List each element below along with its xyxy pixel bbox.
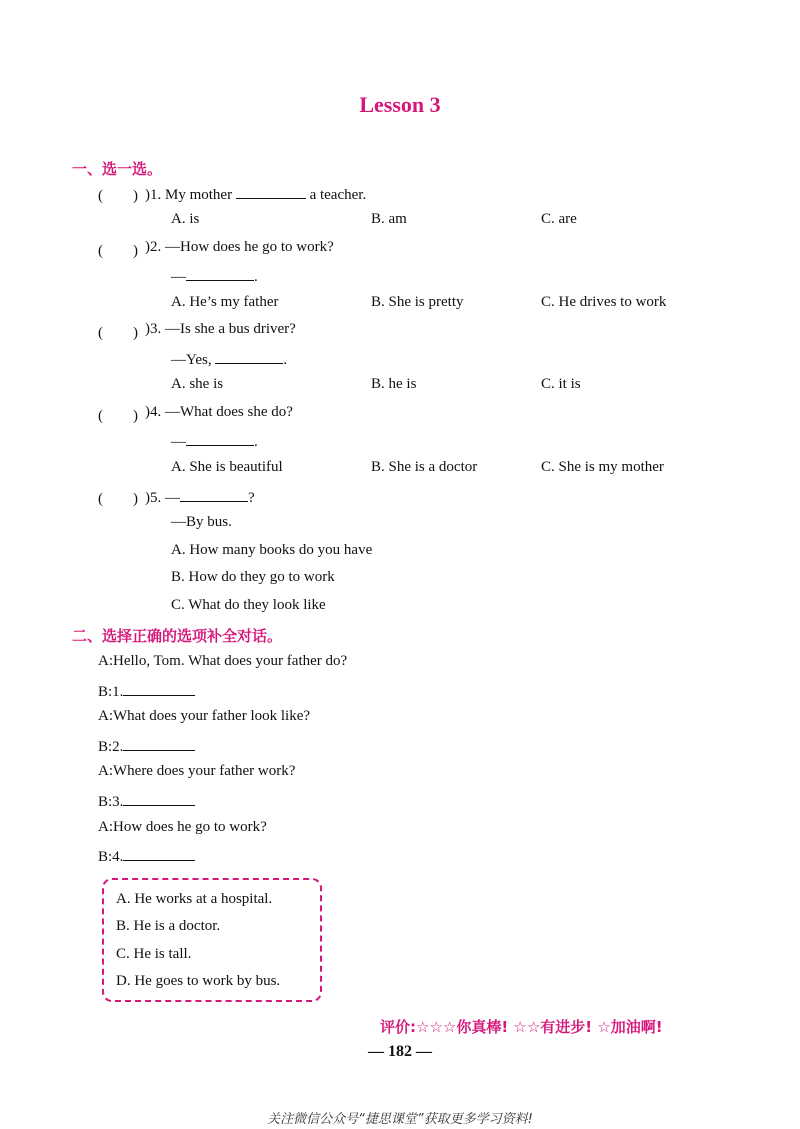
- q2-blank[interactable]: [186, 266, 254, 281]
- q5-option-a: A. How many books do you have: [171, 542, 373, 558]
- q3-response-pre: —Yes,: [171, 352, 212, 368]
- q4-text: —What does she do?: [165, 404, 293, 420]
- q2-response-post: .: [254, 269, 258, 285]
- q4-response-post: .: [254, 434, 258, 450]
- q4-stem: [145, 404, 293, 421]
- q1-option-a: A. is: [171, 211, 200, 227]
- dialogue-line-3: A:What does your father look like?: [98, 708, 311, 724]
- option-c: C. He is tall.: [116, 946, 192, 962]
- q4-option-b: B. She is a doctor: [371, 459, 478, 475]
- q4-response-pre: —: [171, 434, 186, 450]
- q1-stem: [145, 184, 366, 204]
- q1-blank[interactable]: [236, 184, 306, 199]
- q5-response: —By bus.: [171, 514, 232, 530]
- q2-text: —How does he go to work?: [165, 239, 334, 255]
- q4-response: [171, 431, 258, 451]
- q1-option-c: C. are: [541, 211, 577, 227]
- page-title: Lesson 3: [359, 92, 441, 117]
- dialogue-line-1: A:Hello, Tom. What does your father do?: [98, 653, 348, 669]
- section-1-heading: 一、选一选。: [72, 160, 163, 178]
- dialogue-answer-label-4: B:4.: [98, 849, 124, 865]
- q1-text-pre: My mother: [165, 187, 233, 203]
- q2-option-c: C. He drives to work: [541, 294, 667, 310]
- dialogue-line-8: [98, 846, 195, 866]
- dialogue-line-5: A:Where does your father work?: [98, 763, 296, 779]
- dialogue-blank-4[interactable]: [123, 846, 195, 861]
- option-a: A. He works at a hospital.: [116, 891, 273, 907]
- dialogue-line-4: [98, 736, 195, 756]
- option-d: D. He goes to work by bus.: [116, 973, 281, 989]
- q4-answer-paren[interactable]: ( ): [98, 408, 138, 424]
- q1-text-post: a teacher.: [309, 187, 367, 203]
- q3-option-c: C. it is: [541, 376, 581, 392]
- q5-blank[interactable]: [180, 487, 248, 502]
- q3-option-b: B. he is: [371, 376, 417, 392]
- q4-option-a: A. She is beautiful: [171, 459, 283, 475]
- q3-text: —Is she a bus driver?: [165, 321, 296, 337]
- dialogue-answer-label-1: B:1.: [98, 684, 124, 700]
- q3-stem: [145, 321, 296, 338]
- q5-number: )5.: [145, 490, 162, 506]
- q4-option-c: C. She is my mother: [541, 459, 664, 475]
- q2-stem: [145, 239, 334, 256]
- dialogue-blank-3[interactable]: [123, 791, 195, 806]
- self-rating: 评价:☆☆☆你真棒! ☆☆有进步! ☆加油啊!: [380, 1018, 663, 1036]
- q5-text-pre: —: [165, 490, 180, 506]
- q1-option-b: B. am: [371, 211, 407, 227]
- dialogue-line-6: [98, 791, 195, 811]
- q2-option-b: B. She is pretty: [371, 294, 464, 310]
- q2-response: [171, 266, 258, 286]
- q2-option-a: A. He’s my father: [171, 294, 279, 310]
- q4-number: )4.: [145, 404, 162, 420]
- dialogue-answer-label-3: B:3.: [98, 794, 124, 810]
- q5-stem: [145, 487, 255, 507]
- q4-blank[interactable]: [186, 431, 254, 446]
- q3-number: )3.: [145, 321, 162, 337]
- q2-answer-paren[interactable]: ( ): [98, 243, 138, 259]
- q3-answer-paren[interactable]: ( ): [98, 325, 138, 341]
- page-number: — 182 —: [368, 1043, 432, 1060]
- options-box: [102, 878, 322, 1002]
- q5-option-c: C. What do they look like: [171, 597, 326, 613]
- q2-response-pre: —: [171, 269, 186, 285]
- q5-text-post: ?: [248, 490, 255, 506]
- section-2-heading: 二、选择正确的选项补全对话。: [72, 627, 283, 645]
- dialogue-line-2: [98, 681, 195, 701]
- q3-blank[interactable]: [215, 349, 283, 364]
- q1-answer-paren[interactable]: ( ): [98, 188, 138, 204]
- footer-note: 关注微信公众号“捷思课堂”获取更多学习资料!: [267, 1112, 533, 1127]
- q1-number: )1.: [145, 187, 162, 203]
- dialogue-line-7: A:How does he go to work?: [98, 819, 267, 835]
- q3-response: [171, 349, 287, 369]
- dialogue-blank-2[interactable]: [123, 736, 195, 751]
- q5-option-b: B. How do they go to work: [171, 569, 335, 585]
- dialogue-blank-1[interactable]: [123, 681, 195, 696]
- q3-option-a: A. she is: [171, 376, 224, 392]
- q3-response-post: .: [283, 352, 288, 368]
- dialogue-answer-label-2: B:2.: [98, 739, 124, 755]
- q5-answer-paren[interactable]: ( ): [98, 491, 138, 507]
- q2-number: )2.: [145, 239, 162, 255]
- option-b: B. He is a doctor.: [116, 918, 221, 934]
